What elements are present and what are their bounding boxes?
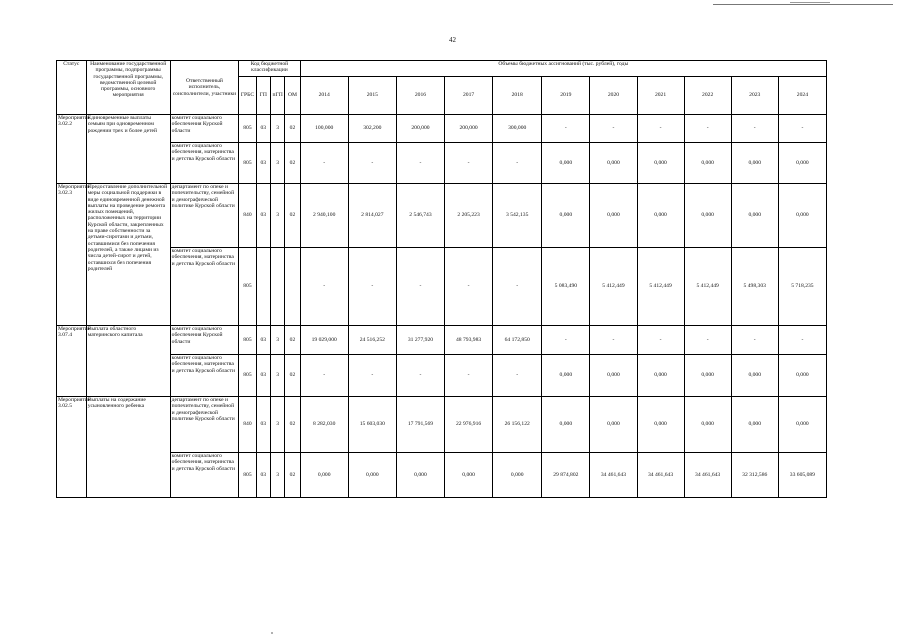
value-cell: 19 029,000 — [300, 326, 348, 355]
value-cell: 5 412,449 — [684, 248, 731, 326]
value-cell: 0,000 — [731, 397, 778, 453]
header-year: 2022 — [684, 77, 731, 115]
table-row — [57, 248, 827, 326]
value-cell: - — [396, 355, 444, 397]
value-cell: 0,000 — [348, 453, 396, 498]
value-cell: 200,000 — [445, 115, 493, 143]
header-year: 2014 — [300, 77, 348, 115]
value-cell: - — [590, 115, 637, 143]
value-cell: 300,000 — [493, 115, 542, 143]
om-cell: 02 — [285, 326, 300, 355]
value-cell: - — [637, 326, 684, 355]
value-cell: - — [778, 326, 826, 355]
value-cell: 5 083,490 — [542, 248, 590, 326]
value-cell: - — [300, 143, 348, 184]
value-cell: 0,000 — [590, 397, 637, 453]
value-cell: 64 172,850 — [493, 326, 542, 355]
value-cell: - — [445, 143, 493, 184]
value-cell: 2 940,100 — [300, 184, 348, 248]
responsible-cell: департамент по опеке и попечительству, семейной и демографической политике Курской области — [170, 184, 239, 248]
value-cell: - — [445, 248, 493, 326]
value-cell: 0,000 — [731, 143, 778, 184]
value-cell: 100,000 — [300, 115, 348, 143]
gp-cell: 03 — [256, 115, 270, 143]
responsible-cell: комитет социального обеспечения Курской области — [170, 115, 239, 143]
header-year: 2016 — [396, 77, 444, 115]
table-row — [57, 184, 827, 248]
name-cell: Единовременные выплаты семьям при одновременном рождении трех и более детей — [86, 115, 170, 184]
header-year: 2017 — [445, 77, 493, 115]
header-volumes: Объемы бюджетных ассигнований (тыс. рублей), годы — [300, 61, 826, 77]
grbs-cell: 840 — [239, 184, 256, 248]
value-cell: 5 412,449 — [590, 248, 637, 326]
om-cell: 02 — [285, 355, 300, 397]
om-cell: 02 — [285, 453, 300, 498]
value-cell: 5 498,303 — [731, 248, 778, 326]
header-year: 2018 — [493, 77, 542, 115]
value-cell: 0,000 — [542, 184, 590, 248]
value-cell: - — [396, 143, 444, 184]
table-row — [57, 326, 827, 355]
value-cell: 5 412,449 — [637, 248, 684, 326]
om-cell: 02 — [285, 143, 300, 184]
gp-cell: 03 — [256, 326, 270, 355]
name-cell: Выплата областного материнского капитала — [86, 326, 170, 397]
value-cell: 22 976,916 — [445, 397, 493, 453]
responsible-cell: комитет социального обеспечения, материнства и детства Курской области — [170, 453, 239, 498]
grbs-cell: 805 — [239, 355, 256, 397]
pgp-cell: 3 — [270, 355, 284, 397]
header-year: 2020 — [590, 77, 637, 115]
header-year: 2023 — [731, 77, 778, 115]
value-cell: 48 793,983 — [445, 326, 493, 355]
budget-allocation-table — [56, 60, 827, 498]
status-cell: Мероприятие 3.02.3 — [57, 184, 87, 326]
value-cell: 33 605,089 — [778, 453, 826, 498]
pgp-cell: 3 — [270, 184, 284, 248]
header-gp: ГП — [256, 77, 270, 115]
name-cell: Предоставление дополнительной меры социальной поддержки в виде единовременной денежной выплаты на проведение ремонта жилых помещений, расположенных на территории Курской области, закрепленных на праве собственности за детьми-сиротами и детьми, оставшимися без попечения родителей, а также лицами из числа детей-сирот и детей, оставшихся без попечения родителей — [86, 184, 170, 326]
value-cell: - — [684, 326, 731, 355]
table-row — [57, 115, 827, 143]
value-cell: - — [348, 143, 396, 184]
table-row — [57, 453, 827, 498]
value-cell: 0,000 — [684, 143, 731, 184]
header-om: ОМ — [285, 77, 300, 115]
value-cell: 0,000 — [542, 143, 590, 184]
table-body — [57, 61, 827, 498]
value-cell: 3 542,135 — [493, 184, 542, 248]
table-row — [57, 355, 827, 397]
value-cell: 0,000 — [300, 453, 348, 498]
value-cell: 0,000 — [637, 143, 684, 184]
value-cell: - — [778, 115, 826, 143]
value-cell: - — [300, 355, 348, 397]
value-cell: 8 282,030 — [300, 397, 348, 453]
value-cell: - — [590, 326, 637, 355]
value-cell: 0,000 — [590, 143, 637, 184]
status-cell: Мероприятие 3.07.4 — [57, 326, 87, 397]
gp-cell: 03 — [256, 397, 270, 453]
value-cell: - — [542, 115, 590, 143]
header-name: Наименование государственной программы, подпрограммы государственной программы, ведомственной целевой программы, основного мероприятия — [86, 61, 170, 115]
value-cell: 0,000 — [684, 355, 731, 397]
value-cell: 0,000 — [684, 397, 731, 453]
table-row — [57, 397, 827, 453]
scan-dust-mark — [271, 632, 273, 634]
pgp-cell: 3 — [270, 397, 284, 453]
header-year: 2021 — [637, 77, 684, 115]
value-cell: 34 461,643 — [684, 453, 731, 498]
value-cell: - — [445, 355, 493, 397]
value-cell: 0,000 — [637, 184, 684, 248]
grbs-cell: 805 — [239, 326, 256, 355]
value-cell: 31 277,920 — [396, 326, 444, 355]
value-cell: 24 516,252 — [348, 326, 396, 355]
gp-cell: 03 — [256, 355, 270, 397]
value-cell: 17 791,569 — [396, 397, 444, 453]
value-cell: - — [542, 326, 590, 355]
value-cell: - — [396, 248, 444, 326]
header-grbs: ГРБС — [239, 77, 256, 115]
value-cell: 0,000 — [778, 184, 826, 248]
header-year: 2024 — [778, 77, 826, 115]
gp-cell: 03 — [256, 143, 270, 184]
responsible-cell: департамент по опеке и попечительству, семейной и демографической политике Курской области — [170, 397, 239, 453]
value-cell: 0,000 — [445, 453, 493, 498]
header-budget-code: Код бюджетной классификации — [239, 61, 300, 77]
value-cell: 0,000 — [684, 184, 731, 248]
value-cell: - — [684, 115, 731, 143]
header-responsible: Ответственный исполнитель, соисполнители, участники — [170, 61, 239, 115]
value-cell: 0,000 — [396, 453, 444, 498]
header-status: Статус — [57, 61, 87, 115]
value-cell: 0,000 — [637, 397, 684, 453]
responsible-cell: комитет социального обеспечения, материнства и детства Курской области — [170, 355, 239, 397]
header-year: 2015 — [348, 77, 396, 115]
om-cell: 02 — [285, 184, 300, 248]
scan-edge-line — [713, 4, 893, 5]
grbs-cell: 805 — [239, 143, 256, 184]
value-cell: 0,000 — [778, 355, 826, 397]
pgp-cell: 3 — [270, 115, 284, 143]
om-cell — [285, 248, 300, 326]
status-cell: Мероприятие 3.02.5 — [57, 397, 87, 498]
value-cell: 302,200 — [348, 115, 396, 143]
value-cell: 26 156,122 — [493, 397, 542, 453]
gp-cell: 03 — [256, 184, 270, 248]
value-cell: 29 874,802 — [542, 453, 590, 498]
pgp-cell: 3 — [270, 453, 284, 498]
grbs-cell: 805 — [239, 115, 256, 143]
name-cell: Выплаты на содержание усыновленного ребенка — [86, 397, 170, 498]
scan-edge-mark — [790, 2, 830, 3]
value-cell: 0,000 — [637, 355, 684, 397]
status-cell: Мероприятие 3.02.2 — [57, 115, 87, 184]
value-cell: 0,000 — [731, 184, 778, 248]
pgp-cell: 3 — [270, 143, 284, 184]
value-cell: 0,000 — [542, 355, 590, 397]
grbs-cell: 840 — [239, 397, 256, 453]
value-cell: 15 603,030 — [348, 397, 396, 453]
pgp-cell: 3 — [270, 326, 284, 355]
value-cell: - — [348, 248, 396, 326]
value-cell: 5 718,235 — [778, 248, 826, 326]
value-cell: 0,000 — [493, 453, 542, 498]
gp-cell: 03 — [256, 453, 270, 498]
value-cell: - — [493, 355, 542, 397]
header-year: 2019 — [542, 77, 590, 115]
value-cell: 0,000 — [542, 397, 590, 453]
value-cell: 0,000 — [778, 397, 826, 453]
value-cell: 32 312,586 — [731, 453, 778, 498]
page-number: 42 — [449, 36, 456, 44]
header-row-top — [57, 61, 827, 77]
om-cell: 02 — [285, 115, 300, 143]
value-cell: - — [493, 143, 542, 184]
value-cell: 200,000 — [396, 115, 444, 143]
om-cell: 02 — [285, 397, 300, 453]
value-cell: 0,000 — [590, 355, 637, 397]
responsible-cell: комитет социального обеспечения, материнства и детства Курской области — [170, 248, 239, 326]
responsible-cell: комитет социального обеспечения, материнства и детства Курской области — [170, 143, 239, 184]
value-cell: 0,000 — [731, 355, 778, 397]
value-cell: 2 205,223 — [445, 184, 493, 248]
value-cell: 0,000 — [590, 184, 637, 248]
value-cell: 2 814,027 — [348, 184, 396, 248]
header-pgp: пГП — [270, 77, 284, 115]
value-cell: 34 461,643 — [590, 453, 637, 498]
responsible-cell: комитет социального обеспечения Курской области — [170, 326, 239, 355]
value-cell: - — [731, 115, 778, 143]
pgp-cell — [270, 248, 284, 326]
value-cell: 34 461,643 — [637, 453, 684, 498]
value-cell: 0,000 — [778, 143, 826, 184]
value-cell: - — [731, 326, 778, 355]
grbs-cell: 805 — [239, 248, 256, 326]
value-cell: - — [348, 355, 396, 397]
value-cell: - — [493, 248, 542, 326]
gp-cell — [256, 248, 270, 326]
grbs-cell: 805 — [239, 453, 256, 498]
value-cell: - — [300, 248, 348, 326]
table-row — [57, 143, 827, 184]
value-cell: - — [637, 115, 684, 143]
value-cell: 2 546,743 — [396, 184, 444, 248]
